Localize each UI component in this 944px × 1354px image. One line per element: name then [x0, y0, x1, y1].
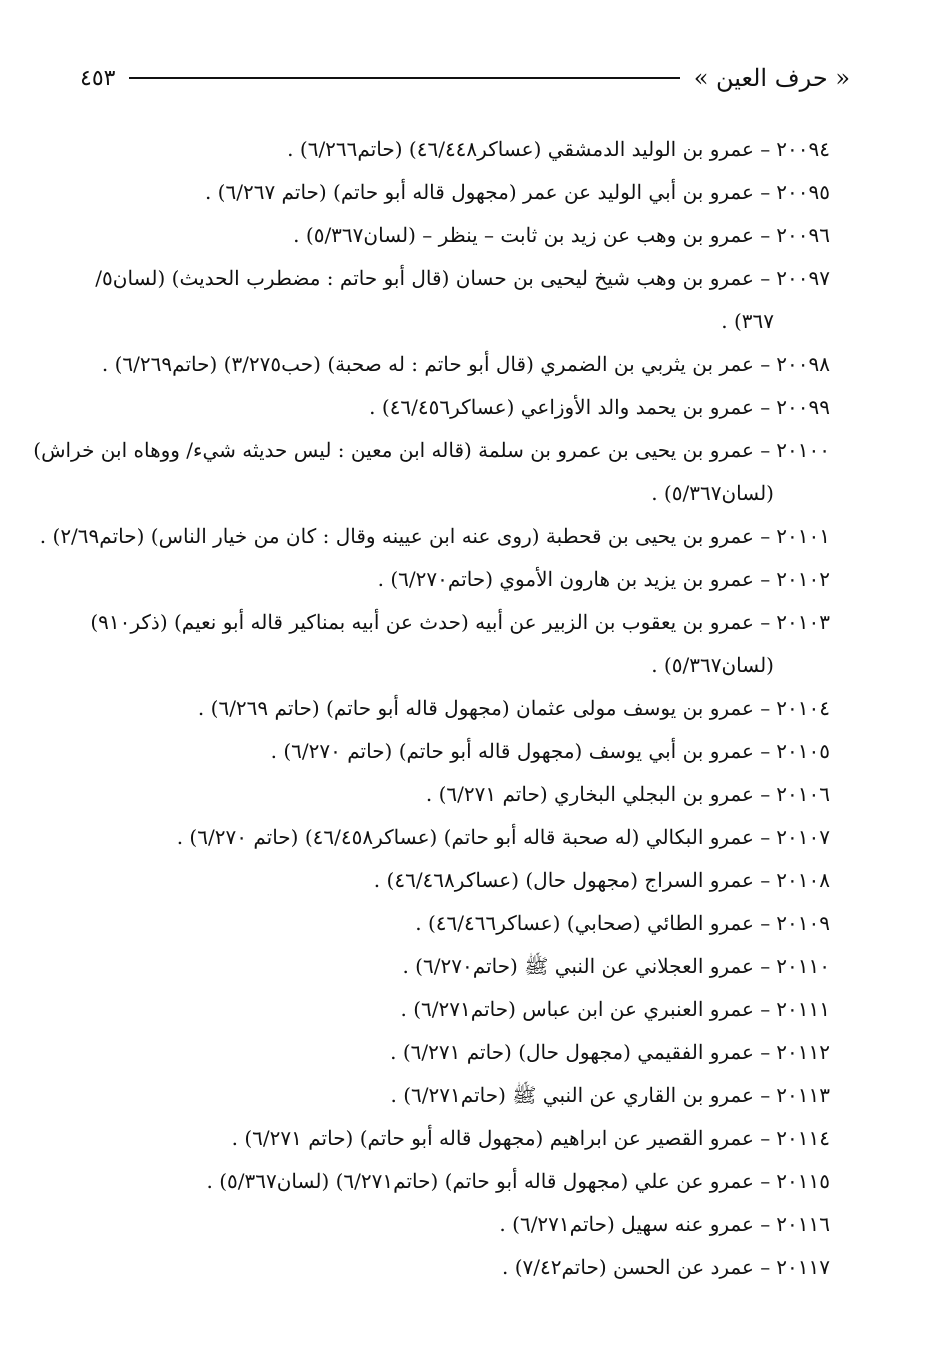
entry-number: ٢٠١٠٥: [776, 739, 830, 763]
entry-number: ٢٠٠٩٨: [776, 352, 830, 376]
entry-continuation: [70, 300, 830, 343]
entry-text: – عمرو بن يزيد بن هارون الأموي (حاتم٦/٢٧٠) .: [377, 567, 771, 591]
entry-number: ٢٠٠٩٧: [776, 266, 830, 290]
page-header: [80, 58, 850, 98]
entry-number: ٢٠١٠١: [776, 524, 830, 548]
entry-text: – عمرو بن يوسف مولى عثمان (مجهول قاله أبو حاتم) (حاتم ٦/٢٦٩) .: [197, 696, 771, 720]
entry-text: – عمرو العنبري عن ابن عباس (حاتم٦/٢٧١) .: [400, 997, 771, 1021]
entry-number: ٢٠١٠٣: [776, 610, 830, 634]
entry-number: ٢٠١١٤: [776, 1126, 830, 1150]
entry-number: ٢٠١٠٦: [776, 782, 830, 806]
entry-text: – عمرو بن أبي الوليد عن عمر (مجهول قاله أبو حاتم) (حاتم ٦/٢٦٧) .: [204, 180, 771, 204]
entry-number: ٢٠١٠٤: [776, 696, 830, 720]
entry-text: – عمرد عن الحسن (حاتم٧/٤٢) .: [501, 1255, 771, 1279]
entry-row: [70, 1031, 830, 1074]
entry-row: [70, 1160, 830, 1203]
entry-text: – عمرو البكالي (له صحبة قاله أبو حاتم) (عساكر٤٦/٤٥٨) (حاتم ٦/٢٧٠) .: [176, 825, 771, 849]
entry-number: ٢٠١٠٨: [776, 868, 830, 892]
entry-row: [70, 386, 830, 429]
entry-number: ٢٠٠٩٥: [776, 180, 830, 204]
entry-text: – عمرو بن القاري عن النبي ﷺ (حاتم٦/٢٧١) .: [390, 1083, 771, 1107]
entry-row: [70, 558, 830, 601]
header-rule: [129, 77, 679, 79]
entry-number: ٢٠١٠٧: [776, 825, 830, 849]
entry-text: – عمرو عنه سهيل (حاتم٦/٢٧١) .: [499, 1212, 771, 1236]
entry-text: – عمرو القصير عن ابراهيم (مجهول قاله أبو حاتم) (حاتم ٦/٢٧١) .: [231, 1126, 771, 1150]
entry-row: [70, 257, 830, 300]
entry-row: [70, 773, 830, 816]
entry-number: ٢٠١١٢: [776, 1040, 830, 1064]
entry-text: (لسان٥/٣٦٧) .: [651, 481, 774, 505]
entry-row: [70, 730, 830, 773]
entry-row: [70, 343, 830, 386]
entry-row: [70, 601, 830, 644]
entry-text: – عمر بن يثربي بن الضمري (قال أبو حاتم : له صحبة) (حب٣/٢٧٥) (حاتم٦/٢٦٩) .: [101, 352, 771, 376]
entry-number: ٢٠١١٣: [776, 1083, 830, 1107]
entry-row: [70, 816, 830, 859]
entry-text: – عمرو السراج (مجهول حال) (عساكر٤٦/٤٦٨) .: [373, 868, 771, 892]
entry-number: ٢٠١٠٩: [776, 911, 830, 935]
entry-row: [70, 214, 830, 257]
entry-text: – عمرو الطائي (صحابي) (عساكر٤٦/٤٦٦) .: [415, 911, 771, 935]
entry-text: – عمرو بن يعقوب بن الزبير عن أبيه (حدث عن أبيه بمناكير قاله أبو نعيم) (ذكر٩١٠): [90, 610, 771, 634]
entry-text: – عمرو بن البجلي البخاري (حاتم ٦/٢٧١) .: [425, 782, 771, 806]
entry-row: [70, 1246, 830, 1289]
entry-row: [70, 128, 830, 171]
entry-row: [70, 687, 830, 730]
entry-continuation: [70, 644, 830, 687]
entry-text: – عمرو بن أبي يوسف (مجهول قاله أبو حاتم) (حاتم ٦/٢٧٠) .: [270, 739, 771, 763]
entry-number: ٢٠١١٠: [776, 954, 830, 978]
entry-text: – عمرو عن علي (مجهول قاله أبو حاتم) (حاتم٦/٢٧١) (لسان٥/٣٦٧) .: [206, 1169, 771, 1193]
entry-row: [70, 945, 830, 988]
entry-continuation: [70, 472, 830, 515]
entry-number: ٢٠١١٧: [776, 1255, 830, 1279]
entry-number: ٢٠١٠٢: [776, 567, 830, 591]
entry-number: ٢٠١٠٠: [776, 438, 830, 462]
entry-text: (لسان٥/٣٦٧) .: [651, 653, 774, 677]
entry-number: ٢٠١١٥: [776, 1169, 830, 1193]
entry-text: – عمرو بن وهب شيخ ليحيى بن حسان (قال أبو حاتم : مضطرب الحديث) (لسان٥/: [95, 266, 771, 290]
entry-row: [39, 515, 830, 558]
entry-row: [70, 1074, 830, 1117]
page-number: ٤٥٣: [80, 65, 116, 91]
entry-row: [70, 1203, 830, 1246]
entry-text: – عمرو بن يحمد والد الأوزاعي (عساكر٤٦/٤٥٦) .: [369, 395, 771, 419]
entry-number: ٢٠١١٦: [776, 1212, 830, 1236]
entry-row: [33, 429, 830, 472]
entry-text: – عمرو العجلاني عن النبي ﷺ (حاتم٦/٢٧٠) .: [402, 954, 771, 978]
entry-text: – عمرو بن الوليد الدمشقي (عساكر٤٦/٤٤٨) (حاتم٦/٢٦٦) .: [287, 137, 771, 161]
entry-text: – عمرو بن يحيى بن عمرو بن سلمة (قاله ابن معين : ليس حديثه شيء/ ووهاه ابن خراش): [33, 438, 771, 462]
entry-list: [33, 128, 830, 1289]
entry-text: ٣٦٧) .: [721, 309, 774, 333]
entry-text: – عمرو الفقيمي (مجهول حال) (حاتم ٦/٢٧١) .: [390, 1040, 771, 1064]
entry-row: [70, 902, 830, 945]
entry-row: [70, 171, 830, 214]
entry-number: ٢٠٠٩٩: [776, 395, 830, 419]
entry-text: – عمرو بن وهب عن زيد بن ثابت – ينظر – (لسان٥/٣٦٧) .: [293, 223, 771, 247]
entry-number: ٢٠٠٩٦: [776, 223, 830, 247]
entry-row: [70, 988, 830, 1031]
entry-row: [70, 859, 830, 902]
chapter-title: « حرف العين »: [693, 64, 850, 92]
entry-number: ٢٠١١١: [776, 997, 830, 1021]
entry-number: ٢٠٠٩٤: [776, 137, 830, 161]
entry-row: [70, 1117, 830, 1160]
entry-text: – عمرو بن يحيى بن قحطبة (روى عنه ابن عيينه وقال : كان من خيار الناس) (حاتم٢/٦٩) .: [39, 524, 771, 548]
